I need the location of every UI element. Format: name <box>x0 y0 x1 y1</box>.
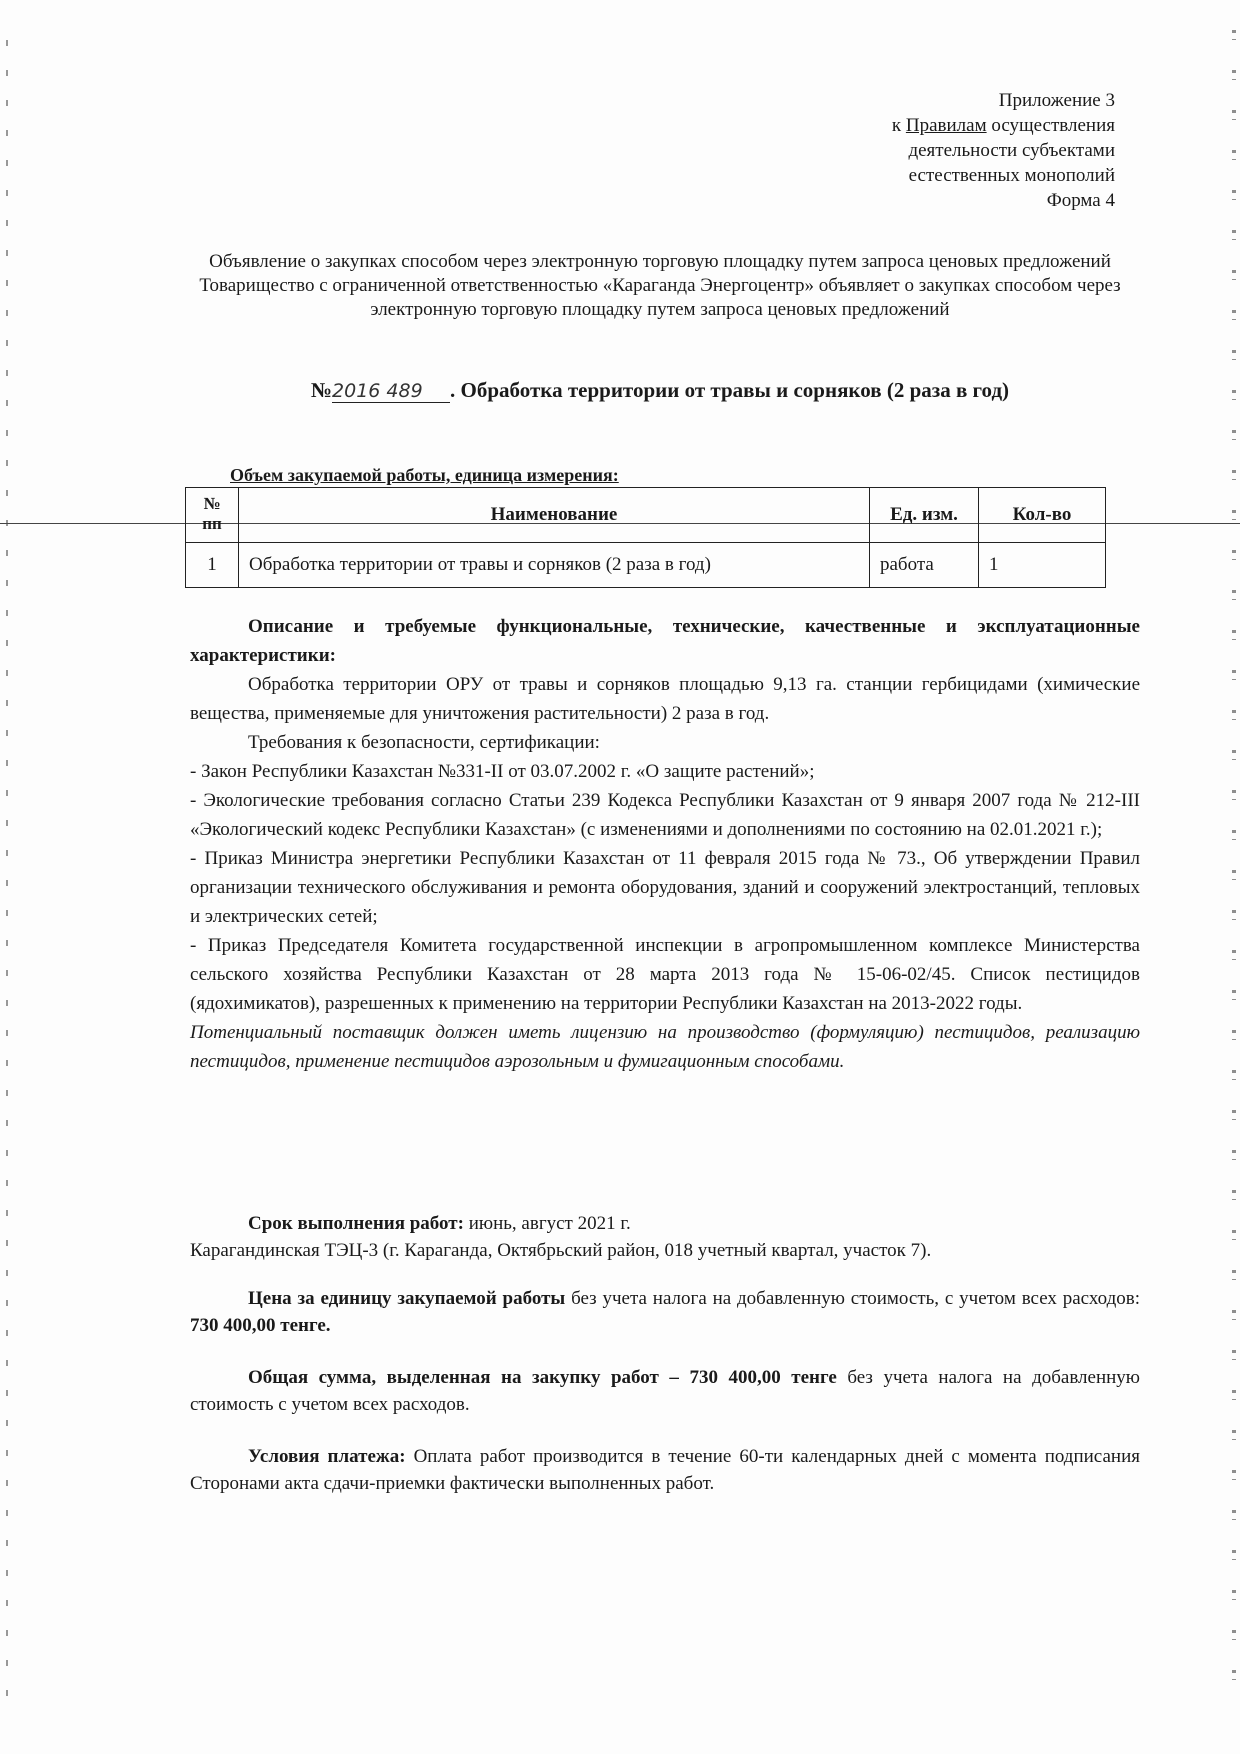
description-section <box>190 612 1140 1076</box>
license-note: Потенциальный поставщик должен иметь лицензию на производство (формуляцию) пестицидов, реализацию пестицидов, применение пестицидов аэрозольным и фумигационным способами. <box>190 1022 1140 1072</box>
col-header-number: № пп <box>186 488 239 543</box>
rules-link[interactable]: Правилам <box>905 115 987 136</box>
term-value: июнь, август 2021 г. <box>463 1213 631 1234</box>
description-heading: Описание и требуемые функциональные, технические, качественные и эксплуатационные характеристики: <box>190 616 1140 666</box>
safety-heading: Требования к безопасности, сертификации: <box>248 732 600 753</box>
table-row <box>186 543 1106 588</box>
appendix-line-4: естественных монополий <box>908 165 1115 186</box>
price-section <box>190 1285 1140 1339</box>
price-middle: без учета налога на добавленную стоимость, с учетом <box>565 1288 1022 1309</box>
term-section <box>190 1210 1140 1264</box>
col-header-name: Наименование <box>239 488 870 543</box>
appendix-prefix: к <box>891 115 906 136</box>
term-place: Карагандинская ТЭЦ-3 (г. Караганда, Октябрьский район, 018 учетный квартал, участок 7). <box>190 1240 932 1261</box>
col-header-unit: Ед. изм. <box>870 488 979 543</box>
lot-title: . Обработка территории от травы и сорняков (2 раза в год) <box>450 378 1010 402</box>
description-text: Обработка территории ОРУ от травы и сорняков площадью 9,13 га. станции гербицидами (химические вещества, применяемые для уничтожения растительности) 2 раза в год. <box>190 674 1140 724</box>
term-label: Срок выполнения работ: <box>248 1213 464 1234</box>
appendix-header <box>715 88 1115 213</box>
payment-label: Условия платежа: <box>248 1446 406 1467</box>
scan-edge-left <box>6 40 8 1700</box>
form-number: Форма 4 <box>1046 190 1115 211</box>
col-header-qty: Кол-во <box>979 488 1106 543</box>
cell-number: 1 <box>186 543 239 588</box>
scan-edge-right <box>1232 30 1236 1710</box>
cell-name: Обработка территории от травы и сорняков (2 раза в год) <box>239 543 870 588</box>
payment-section <box>190 1443 1140 1497</box>
lot-prefix: № <box>310 378 333 402</box>
lot-heading <box>180 378 1140 403</box>
items-table <box>185 487 1106 588</box>
appendix-suffix: осуществления <box>986 115 1115 136</box>
price-value: 730 400,00 тенге. <box>190 1315 331 1336</box>
requirement-item: - Экологические требования согласно Статьи 239 Кодекса Республики Казахстан от 9 января 2007 года № 212-III «Экологический кодекс Республики Казахстан» (с изменениями и дополнениями по состоянию на 02.01.2021 г.); <box>190 790 1140 840</box>
total-section <box>190 1364 1140 1418</box>
appendix-line-2 <box>715 113 1115 138</box>
volume-caption: Объем закупаемой работы, единица измерения: <box>230 465 619 485</box>
announcement <box>190 250 1130 322</box>
payment-text: Оплата работ производится в течение 60-ти календарных дней с момента подписания Сторонами акта сдачи-приемки фактически выполненных работ. <box>190 1446 1140 1494</box>
table-header-row <box>186 488 1106 543</box>
total-suffix: без учета налога на добавленную стоимость с учетом всех расходов. <box>190 1367 1141 1415</box>
requirement-item: - Приказ Председателя Комитета государственной инспекции в агропромышленном комплексе Министерства сельского хозяйства Республики Казахстан от 28 марта 2013 года № 15-06-02/45. Список пестицидов (ядохимикатов), разрешенных к применению на территории Республики Казахстан на 2013-2022 годы. <box>190 935 1140 1014</box>
requirement-item: - Закон Республики Казахстан №331-II от 03.07.2002 г. «О защите растений»; <box>190 761 815 782</box>
requirement-item: - Приказ Министра энергетики Республики Казахстан от 11 февраля 2015 года № 73., Об утверждении Правил организации технического обслуживания и ремонта оборудования, зданий и сооружений электростанций, тепловых и электрических сетей; <box>190 848 1140 927</box>
price-label-2: всех расходов: <box>1021 1288 1140 1309</box>
appendix-line-1: Приложение 3 <box>998 90 1115 111</box>
price-label: Цена за единицу закупаемой работы <box>248 1288 566 1309</box>
appendix-line-3: деятельности субъектами <box>908 140 1115 161</box>
lot-number: 2016 489 <box>332 380 450 403</box>
announcement-title: Объявление о закупках способом через электронную торговую площадку путем запроса ценовых предложений <box>209 251 1111 272</box>
cell-qty: 1 <box>979 543 1106 588</box>
announcement-text: Товарищество с ограниченной ответственностью «Караганда Энергоцентр» объявляет о закупках способом через электронную торговую площадку путем запроса ценовых предложений <box>199 275 1121 320</box>
cell-unit: работа <box>870 543 979 588</box>
total-value: – 730 400,00 тенге <box>658 1367 837 1388</box>
total-label: Общая сумма, выделенная на закупку работ <box>248 1367 659 1388</box>
